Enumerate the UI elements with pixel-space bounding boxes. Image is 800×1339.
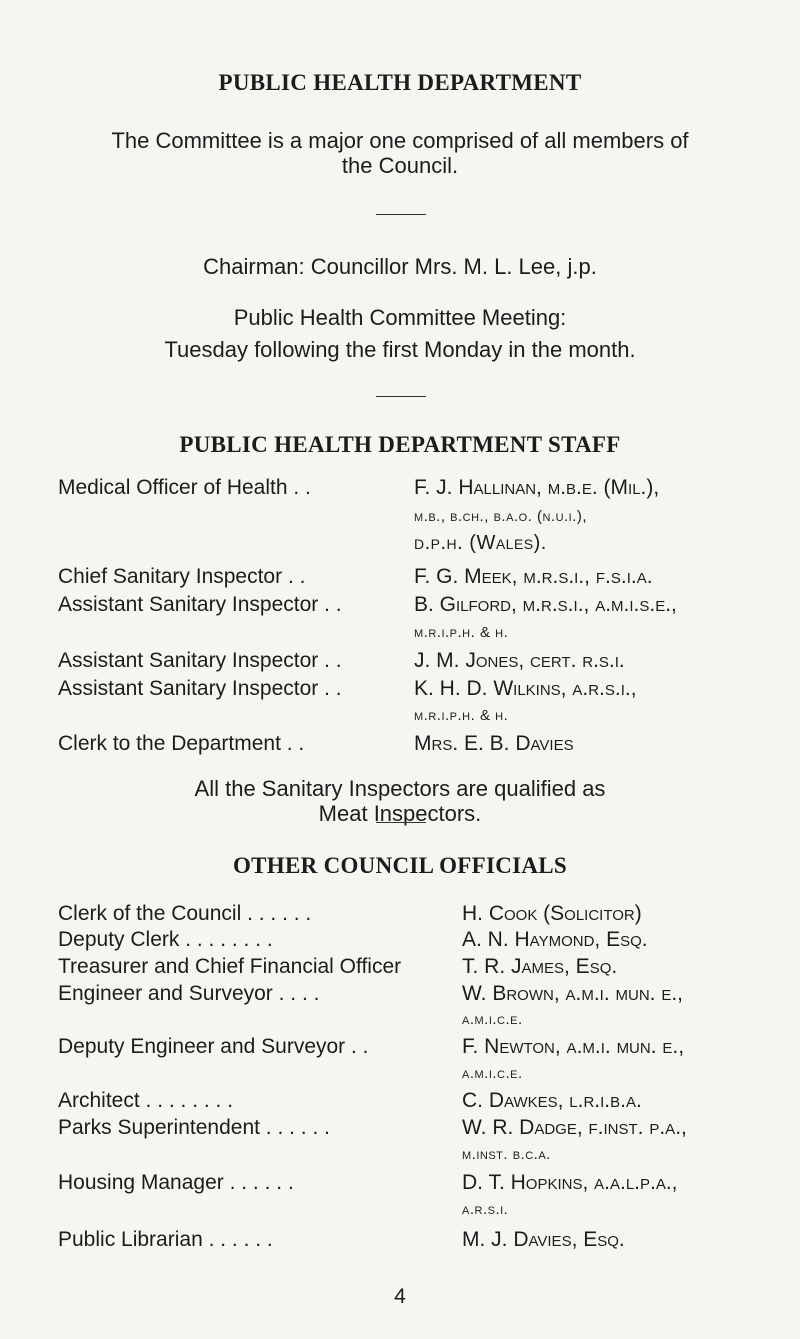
staff-role: Assistant Sanitary Inspector . . — [58, 677, 342, 700]
staff-role: Medical Officer of Health . . — [58, 476, 311, 499]
divider-2 — [376, 396, 426, 397]
meeting-line-2: Tuesday following the first Monday in the month. — [164, 337, 636, 362]
official-qualifications: a.r.s.i. — [462, 1201, 509, 1218]
staff-qualifications: m.r.i.p.h. & h. — [414, 624, 509, 641]
official-name: F. Newton, a.m.i. mun. e., — [462, 1035, 685, 1058]
staff-note-line-1: All the Sanitary Inspectors are qualified as — [194, 776, 606, 801]
staff-name: K. H. D. Wilkins, a.r.s.i., — [414, 677, 637, 700]
staff-name: B. Gilford, m.r.s.i., a.m.i.s.e., — [414, 593, 677, 616]
official-role: Treasurer and Chief Financial Officer — [58, 955, 402, 978]
official-role: Deputy Clerk . . . . . . . . — [58, 928, 273, 951]
staff-qualifications: m.b., b.ch., b.a.o. (n.u.i.), — [414, 508, 588, 525]
official-role: Clerk of the Council . . . . . . — [58, 902, 312, 925]
staff-name: J. M. Jones, cert. r.s.i. — [414, 649, 625, 672]
official-name: W. R. Dadge, f.inst. p.a., — [462, 1116, 687, 1139]
chairman-line — [60, 254, 740, 279]
staff-qualifications: d.p.h. (Wales). — [414, 532, 547, 554]
official-role: Deputy Engineer and Surveyor . . — [58, 1035, 369, 1058]
page-number: 4 — [394, 1285, 406, 1308]
official-name: D. T. Hopkins, a.a.l.p.a., — [462, 1171, 678, 1194]
intro-line-2: the Council. — [341, 153, 459, 178]
meeting-line-1: Public Health Committee Meeting: — [233, 305, 567, 330]
page-title: PUBLIC HEALTH DEPARTMENT — [218, 70, 582, 95]
staff-qualifications: m.r.i.p.h. & h. — [414, 707, 509, 724]
official-role: Parks Superintendent . . . . . . — [58, 1116, 330, 1139]
official-qualifications: m.inst. b.c.a. — [462, 1146, 551, 1163]
official-role: Housing Manager . . . . . . — [58, 1171, 294, 1194]
divider-1 — [376, 214, 426, 215]
official-name: W. Brown, a.m.i. mun. e., — [462, 982, 684, 1005]
staff-role: Chief Sanitary Inspector . . — [58, 565, 306, 588]
staff-name: Mrs. E. B. Davies — [414, 732, 574, 755]
official-role: Engineer and Surveyor . . . . — [58, 982, 320, 1005]
official-role: Public Librarian . . . . . . — [58, 1228, 273, 1251]
staff-role: Assistant Sanitary Inspector . . — [58, 593, 342, 616]
official-name: M. J. Davies, Esq. — [462, 1228, 625, 1251]
staff-note-line-2: Meat Inspectors. — [318, 801, 482, 826]
officials-heading: OTHER COUNCIL OFFICIALS — [232, 853, 568, 878]
intro-line-1: The Committee is a major one comprised of all members of — [111, 128, 689, 153]
staff-heading: PUBLIC HEALTH DEPARTMENT STAFF — [179, 432, 621, 457]
official-qualifications: a.m.i.c.e. — [462, 1011, 523, 1028]
official-name: H. Cook (Solicitor) — [462, 902, 642, 925]
staff-name: F. J. Hallinan, m.b.e. (Mil.), — [414, 476, 660, 499]
official-role: Architect . . . . . . . . — [58, 1089, 234, 1112]
staff-name: F. G. Meek, m.r.s.i., f.s.i.a. — [414, 565, 653, 588]
official-name: C. Dawkes, l.r.i.b.a. — [462, 1089, 642, 1112]
official-qualifications: a.m.i.c.e. — [462, 1065, 523, 1082]
official-name: A. N. Haymond, Esq. — [462, 928, 648, 951]
official-name: T. R. James, Esq. — [462, 955, 618, 978]
staff-role: Assistant Sanitary Inspector . . — [58, 649, 342, 672]
divider-3 — [376, 822, 426, 823]
chairman-text: Chairman: Councillor Mrs. M. L. Lee, j.p. — [203, 254, 597, 279]
staff-role: Clerk to the Department . . — [58, 732, 305, 755]
